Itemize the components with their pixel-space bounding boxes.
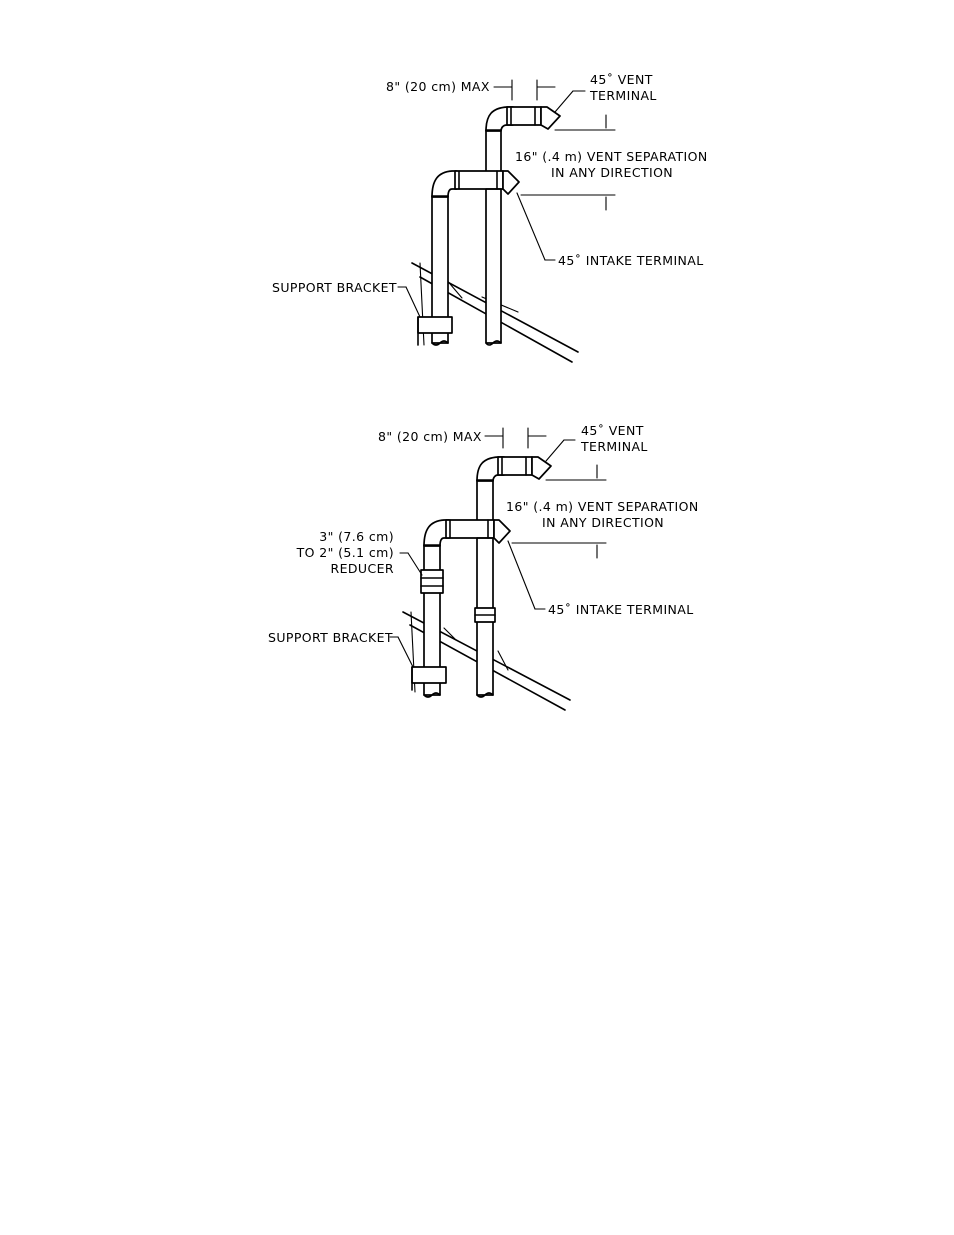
- diagram-bottom: [268, 423, 699, 710]
- intake-terminal-label: 45˚ INTAKE TERMINAL: [558, 253, 704, 268]
- separation-label-line2: IN ANY DIRECTION: [551, 165, 674, 180]
- separation-label-line1: 16" (.4 m) VENT SEPARATION: [515, 149, 708, 164]
- reducer-label-line3: REDUCER: [330, 561, 394, 576]
- separation-label-line1: 16" (.4 m) VENT SEPARATION: [506, 499, 699, 514]
- vent-terminal-leader: [555, 91, 585, 112]
- max-dimension-marker: [494, 80, 555, 100]
- vent-terminal-leader: [546, 440, 575, 461]
- vent-pipe: [486, 107, 560, 345]
- support-bracket-leader: [398, 287, 420, 317]
- vent-terminal-label-line1: 45˚ VENT: [581, 423, 644, 438]
- max-dimension-marker: [485, 428, 546, 448]
- intake-terminal-leader: [508, 541, 545, 609]
- reducer-label-line2: TO 2" (5.1 cm): [296, 545, 394, 560]
- vent-terminal-label-line2: TERMINAL: [581, 439, 648, 454]
- vent-terminal-label-line2: TERMINAL: [590, 88, 657, 103]
- support-bracket-label: SUPPORT BRACKET: [268, 630, 393, 645]
- intake-terminal-label: 45˚ INTAKE TERMINAL: [548, 602, 694, 617]
- intake-terminal-leader: [517, 193, 555, 260]
- reducer-leader: [400, 553, 422, 575]
- separation-label-line2: IN ANY DIRECTION: [542, 515, 665, 530]
- reducer-label-line1: 3" (7.6 cm): [319, 529, 394, 544]
- support-bracket-leader: [390, 637, 413, 667]
- support-bracket-label: SUPPORT BRACKET: [272, 280, 397, 295]
- diagram-top: [272, 72, 708, 362]
- vent-terminal-label-line1: 45˚ VENT: [590, 72, 653, 87]
- max-dimension-label: 8" (20 cm) MAX: [386, 79, 490, 94]
- vent-pipe: [475, 457, 551, 697]
- max-dimension-label: 8" (20 cm) MAX: [378, 429, 482, 444]
